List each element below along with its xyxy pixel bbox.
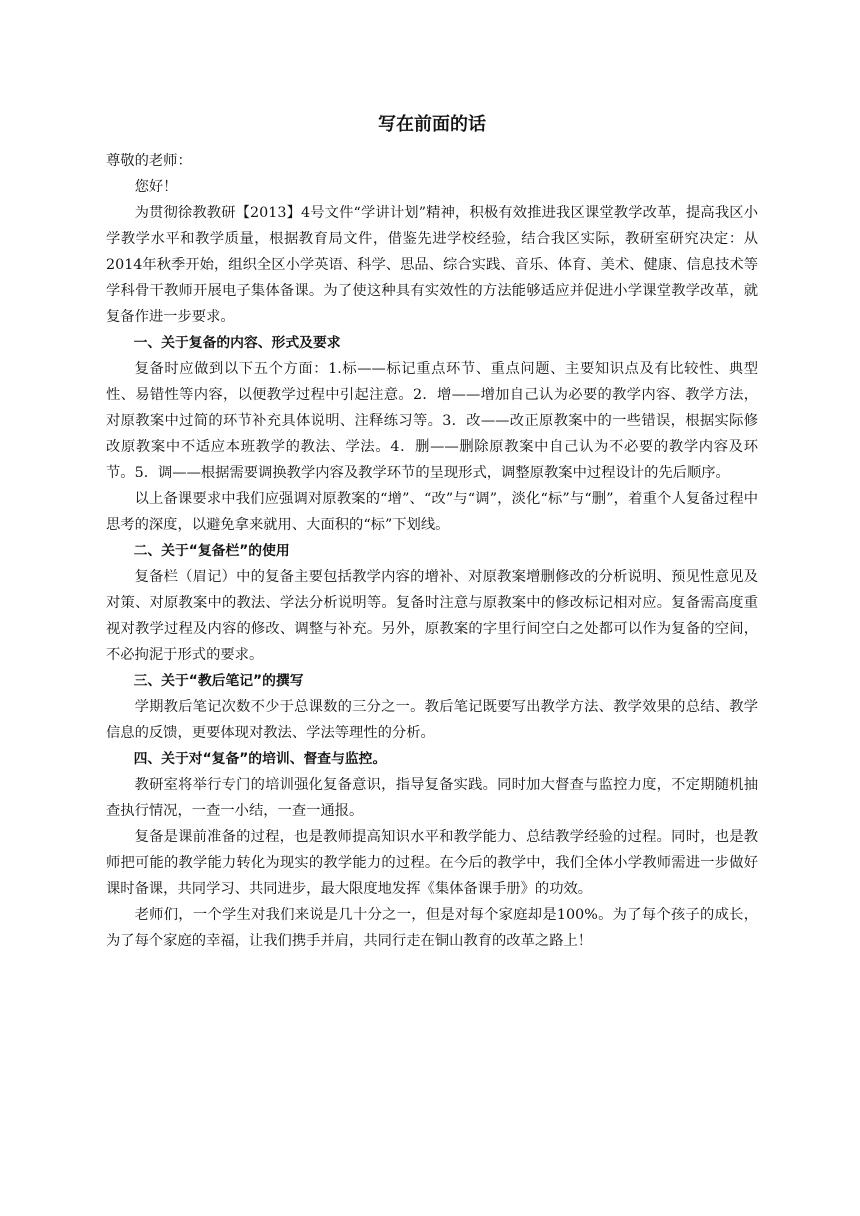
section-2-paragraph-1: 复备栏（眉记）中的复备主要包括教学内容的增补、对原教案增删修改的分析说明、预见性意见及对策、对原教案中的教法、学法分析说明等。复备时注意与原教案中的修改标记相对应。复备需高度重视对教学过程及内容的修改、调整与补充。另外，原教案的字里行间空白之处都可以作为复备的空间，不必拘泥于形式的要求。 (106, 569, 758, 663)
intro-paragraph: 为贯彻徐教教研【2013】4号文件“学讲计划”精神，积极有效推进我区课堂教学改革，提高我区小学教学水平和教学质量，根据教育局文件，借鉴先进学校经验，结合我区实际，教研室研究决定：从2014年秋季开始，组织全区小学英语、科学、思品、综合实践、音乐、体育、美术、健康、信息技术等学科骨干教师开展电子集体备课。为了使这种具有实效性的方法能够适应并促进小学课堂教学改革，就复备作进一步要求。 (106, 205, 758, 325)
closing-paragraph-1: 复备是课前准备的过程，也是教师提高知识水平和教学能力、总结教学经验的过程。同时，也是教师把可能的教学能力转化为现实的教学能力的过程。在今后的教学中，我们全体小学教师需进一步做好课时备课，共同学习、共同进步，最大限度地发挥《集体备课手册》的功效。 (106, 829, 758, 897)
section-heading-1: 一、关于复备的内容、形式及要求 (133, 335, 341, 351)
section-1-paragraph-2: 以上备课要求中我们应强调对原教案的“增”、“改”与“调”，淡化“标”与“删”，着重个人复备过程中思考的深度，以避免拿来就用、大面积的“标”下划线。 (106, 491, 758, 533)
document-page (106, 110, 758, 954)
section-heading-4: 四、关于对“复备”的培训、督查与监控。 (133, 751, 387, 767)
section-heading-3: 三、关于“教后笔记”的撰写 (133, 673, 304, 689)
greeting: 您好！ (134, 179, 178, 195)
section-3-paragraph-1: 学期教后笔记次数不少于总课数的三分之一。教后笔记既要写出教学方法、教学效果的总结、教学信息的反馈，更要体现对教法、学法等理性的分析。 (106, 699, 758, 741)
section-1-paragraph-1: 复备时应做到以下五个方面：1.标——标记重点环节、重点问题、主要知识点及有比较性、典型性、易错性等内容，以便教学过程中引起注意。2．增——增加自己认为必要的教学内容、教学方法，对原教案中过简的环节补充具体说明、注释练习等。3．改——改正原教案中的一些错误，根据实际修改原教案中不适应本班教学的教法、学法。4．删——删除原教案中自己认为不必要的教学内容及环节。5．调——根据需要调换教学内容及教学环节的呈现形式，调整原教案中过程设计的先后顺序。 (106, 361, 758, 481)
document-body (106, 148, 758, 954)
closing-paragraph-2: 老师们，一个学生对我们来说是几十分之一，但是对每个家庭却是100%。为了每个孩子的成长，为了每个家庭的幸福，让我们携手并肩，共同行走在铜山教育的改革之路上！ (106, 907, 758, 949)
document-title: 写在前面的话 (378, 114, 486, 135)
salutation: 尊敬的老师： (106, 153, 192, 169)
section-heading-2: 二、关于“复备栏”的使用 (133, 543, 290, 559)
section-4-paragraph-1: 教研室将举行专门的培训强化复备意识，指导复备实践。同时加大督查与监控力度，不定期随机抽查执行情况，一查一小结，一查一通报。 (106, 777, 758, 819)
